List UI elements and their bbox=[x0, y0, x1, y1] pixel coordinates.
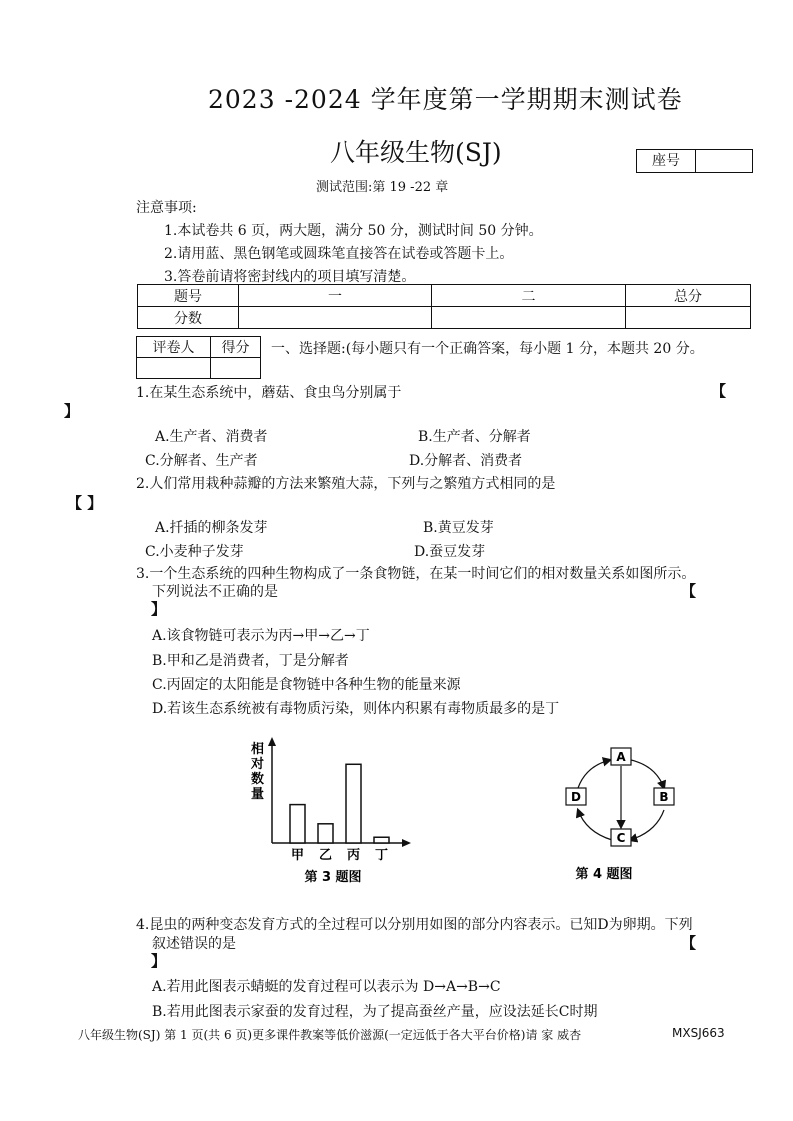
node-a-label: A bbox=[616, 750, 626, 764]
option[interactable]: D.蚕豆发芽 bbox=[414, 544, 486, 560]
option[interactable]: D.若该生态系统被有毒物质污染，则体内积累有毒物质最多的是丁 bbox=[152, 701, 560, 717]
figure-4-cycle-diagram bbox=[552, 740, 692, 888]
node-d-label: D bbox=[571, 790, 581, 804]
question-stem: 4.昆虫的两种变态发育方式的全过程可以分别用如图的部分内容表示。已知D为卵期。下列 bbox=[136, 917, 693, 933]
bar-丙 bbox=[346, 764, 361, 843]
x-tick-label: 甲 bbox=[290, 848, 305, 863]
option[interactable]: B.黄豆发芽 bbox=[423, 520, 494, 536]
score-header: 一 bbox=[239, 285, 432, 307]
option[interactable]: C.分解者、生产者 bbox=[145, 453, 258, 469]
option[interactable]: B.生产者、分解者 bbox=[418, 429, 531, 445]
arrow-c-to-d bbox=[578, 810, 612, 840]
score-cell[interactable] bbox=[432, 307, 626, 329]
grader-score-label: 得分 bbox=[211, 337, 261, 358]
x-tick-label: 乙 bbox=[318, 848, 333, 863]
grader-label: 评卷人 bbox=[137, 337, 211, 358]
seat-number-box[interactable] bbox=[636, 149, 753, 173]
answer-bracket: 【 】 bbox=[67, 494, 103, 512]
y-axis-label-char: 相 bbox=[251, 742, 265, 757]
score-header: 题号 bbox=[138, 285, 239, 307]
option[interactable]: C.丙固定的太阳能是食物链中各种生物的能量来源 bbox=[152, 677, 461, 693]
grader-cell[interactable] bbox=[137, 358, 211, 379]
notes-heading: 注意事项: bbox=[136, 200, 197, 216]
note-item: 3.答卷前请将密封线内的项目填写清楚。 bbox=[164, 269, 416, 285]
question-stem: 1.在某生态系统中，蘑菇、食虫鸟分别属于 bbox=[136, 385, 402, 401]
test-scope: 测试范围:第 19 -22 章 bbox=[316, 180, 449, 195]
question-stem: 2.人们常用栽种蒜瓣的方法来繁殖大蒜，下列与之繁殖方式相同的是 bbox=[136, 476, 556, 492]
section-title: 一、选择题:(每小题只有一个正确答案，每小题 1 分，本题共 20 分。 bbox=[271, 341, 704, 357]
x-tick-label: 丙 bbox=[346, 848, 361, 863]
score-header: 二 bbox=[432, 285, 626, 307]
arrow-a-to-b bbox=[631, 760, 664, 788]
question-stem: 3.一个生态系统的四种生物构成了一条食物链，在某一时间它们的相对数量关系如图所示。 bbox=[136, 566, 696, 582]
figure-4-caption: 第 4 题图 bbox=[575, 867, 633, 882]
option[interactable]: C.小麦种子发芽 bbox=[145, 544, 244, 560]
score-row-label: 分数 bbox=[138, 307, 239, 329]
y-axis-label-char: 数 bbox=[251, 772, 265, 787]
option[interactable]: B.甲和乙是消费者，丁是分解者 bbox=[152, 653, 349, 669]
y-axis-label-char: 对 bbox=[251, 757, 265, 772]
exam-title: 2023 -2024 学年度第一学期期末测试卷 bbox=[208, 85, 683, 114]
score-header: 总分 bbox=[626, 285, 751, 307]
option[interactable]: A.扦插的柳条发芽 bbox=[155, 520, 268, 536]
note-item: 2.请用蓝、黑色钢笔或圆珠笔直接答在试卷或答题卡上。 bbox=[164, 246, 514, 262]
seat-input[interactable] bbox=[696, 150, 752, 172]
node-b-label: B bbox=[659, 790, 669, 804]
answer-bracket-open: 【 bbox=[711, 382, 727, 400]
node-c-label: C bbox=[616, 831, 626, 845]
bar-甲 bbox=[290, 805, 305, 843]
grader-table bbox=[136, 336, 261, 379]
option[interactable]: A.若用此图表示蜻蜓的发育过程可以表示为 D→A→B→C bbox=[152, 979, 501, 995]
seat-label: 座号 bbox=[637, 150, 696, 172]
option[interactable]: D.分解者、消费者 bbox=[409, 453, 523, 469]
option[interactable]: B.若用此图表示家蚕的发育过程，为了提高蚕丝产量，应设法延长C时期 bbox=[152, 1004, 598, 1020]
y-axis-label-char: 量 bbox=[251, 787, 265, 802]
answer-bracket-open: 【 bbox=[681, 934, 697, 952]
arrow-b-to-c bbox=[630, 810, 664, 840]
x-axis-arrow bbox=[402, 839, 411, 847]
option[interactable]: A.生产者、消费者 bbox=[155, 429, 268, 445]
arrow-d-to-a bbox=[578, 760, 610, 788]
note-item: 1.本试卷共 6 页，两大题，满分 50 分，测试时间 50 分钟。 bbox=[164, 223, 543, 239]
answer-bracket-open: 【 bbox=[681, 582, 697, 600]
page-footer: 八年级生物(SJ) 第 1 页(共 6 页)更多课件教案等低价滋源(一定远低于各大平台价格)请 家 威杏 bbox=[78, 1028, 582, 1042]
footer-code: MXSJ663 bbox=[672, 1026, 725, 1040]
answer-bracket-close: 】 bbox=[151, 952, 167, 970]
grader-cell[interactable] bbox=[211, 358, 261, 379]
bar-乙 bbox=[318, 824, 333, 843]
score-table bbox=[137, 284, 751, 329]
score-cell[interactable] bbox=[239, 307, 432, 329]
option[interactable]: A.该食物链可表示为丙→甲→乙→丁 bbox=[152, 628, 370, 644]
y-axis-arrow bbox=[268, 737, 276, 746]
answer-bracket-close: 】 bbox=[64, 402, 80, 420]
figure-3-caption: 第 3 题图 bbox=[304, 870, 362, 885]
score-cell[interactable] bbox=[626, 307, 751, 329]
question-stem-cont: 下列说法不正确的是 bbox=[152, 584, 278, 600]
answer-bracket-close: 】 bbox=[151, 600, 167, 618]
question-stem-cont: 叙述错误的是 bbox=[152, 936, 236, 952]
x-tick-label: 丁 bbox=[374, 848, 389, 863]
figure-3-bar-chart bbox=[245, 735, 420, 890]
bar-丁 bbox=[374, 837, 389, 843]
exam-subtitle: 八年级生物(SJ) bbox=[330, 138, 502, 167]
